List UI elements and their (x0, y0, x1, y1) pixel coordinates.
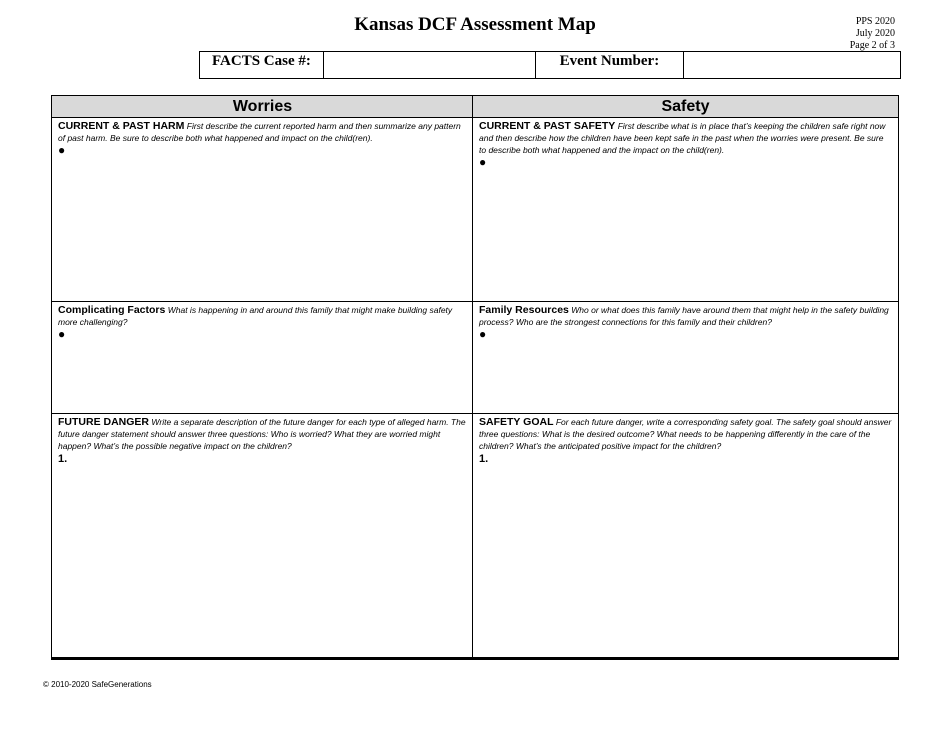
current-past-harm-cell[interactable] (52, 118, 472, 301)
worries-header: Worries (52, 96, 473, 118)
cell-description: First describe the current reported harm and then summarize any pattern of past harm. Be sure to describe both what happened and impact on the child(ren). (58, 121, 461, 143)
facts-case-label: FACTS Case #: (200, 52, 324, 79)
cell-heading: CURRENT & PAST SAFETY (479, 120, 616, 132)
case-info-table (199, 51, 901, 79)
family-resources-cell[interactable] (473, 302, 898, 413)
bullet-marker: ● (479, 155, 487, 169)
event-number-label: Event Number: (535, 52, 684, 79)
cell-description: Who or what does this family have around them that might help in the safety building process? Who are the strongest connections for this family and their children? (479, 305, 889, 327)
cell-description: What is happening in and around this family that might make building safety more challenging? (58, 305, 453, 327)
form-code: PPS 2020 (855, 16, 895, 27)
cell-heading: Complicating Factors (58, 304, 166, 316)
cell-heading: SAFETY GOAL (479, 416, 554, 428)
current-past-safety-cell[interactable] (473, 118, 898, 301)
complicating-factors-cell[interactable] (52, 302, 472, 413)
assessment-map (51, 95, 899, 660)
number-marker: 1. (58, 453, 68, 465)
safety-header: Safety (473, 96, 898, 118)
bullet-marker: ● (58, 327, 66, 341)
bullet-marker: ● (479, 327, 487, 341)
event-number-field[interactable] (684, 52, 901, 79)
cell-description: First describe what is in place that’s keeping the children safe right now and then describe how the children have been kept safe in the past when the worries were present. Be sure to describe both what happened and the impact on the child(ren). (479, 121, 886, 155)
form-date: July 2020 (855, 28, 895, 39)
cell-heading: FUTURE DANGER (58, 416, 149, 428)
bullet-marker: ● (58, 143, 66, 157)
cell-description: For each future danger, write a corresponding safety goal. The safety goal should answer three questions: What is the desired outcome? What needs to be happening differently in the care of the children? What’s the anticipated positive impact for the children? (479, 417, 892, 451)
page-title: Kansas DCF Assessment Map (354, 14, 596, 35)
number-marker: 1. (479, 453, 489, 465)
cell-heading: Family Resources (479, 304, 569, 316)
cell-description: Write a separate description of the future danger for each type of alleged harm. The future danger statement should answer three questions: Who is worried? What they are worried might happen? What’s the possible negative impact on the children? (58, 417, 466, 451)
cell-heading: CURRENT & PAST HARM (58, 120, 185, 132)
safety-goal-cell[interactable] (473, 414, 898, 654)
facts-case-field[interactable] (323, 52, 535, 79)
page-number: Page 2 of 3 (849, 40, 895, 51)
future-danger-cell[interactable] (52, 414, 472, 654)
copyright-footer: © 2010-2020 SafeGenerations (43, 680, 152, 689)
form-meta (850, 16, 895, 52)
